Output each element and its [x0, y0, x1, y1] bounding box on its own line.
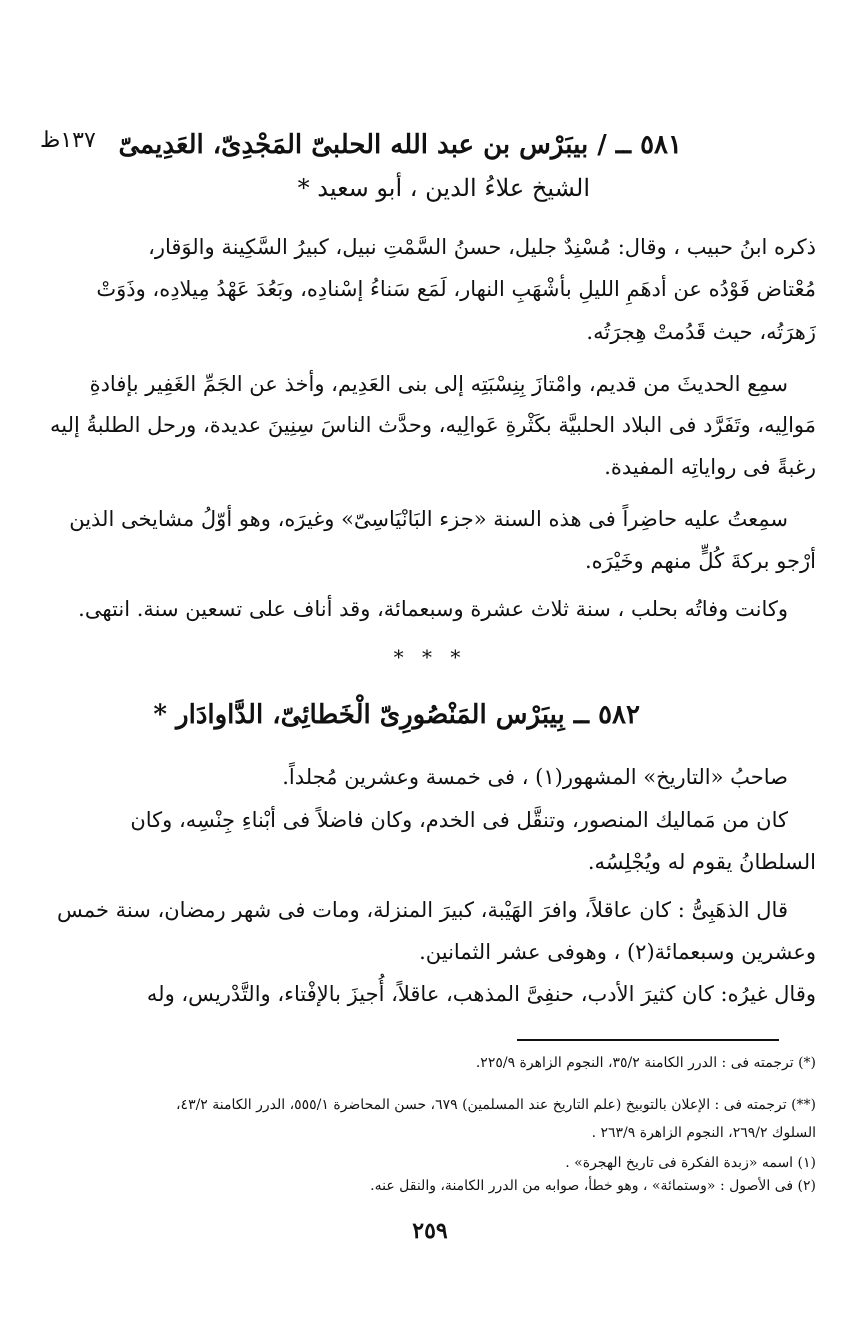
footnote: (٢) فى الأصول : «وستمائة» ، وهو خطأ، صوابه من الدرر الكامنة، والنقل عنه. — [370, 1178, 816, 1194]
footnote: (**) ترجمته فى : الإعلان بالتوبيخ (علم التاريخ عند المسلمين) ٦٧٩، حسن المحاضرة ٥٥٥/١، الدرر الكامنة ٤٣/٢، — [176, 1097, 816, 1113]
footnote: (١) اسمه «زبدة الفكرة فى تاريخ الهجرة» . — [565, 1155, 816, 1171]
entry-581-subheading: الشيخ علاءُ الدين ، أبو سعيد * — [297, 174, 590, 202]
footnote-divider — [517, 1039, 779, 1041]
footnote: السلوك ٢٦٩/٢، النجوم الزاهرة ٢٦٣/٩ . — [591, 1125, 816, 1141]
text-line: سمِعتُ عليه حاضِراً فى هذه السنة «جزء البَانْيَاسِىّ» وغيرَه، وهو أوّلُ مشايخى الذين — [69, 507, 788, 531]
entry-582-paragraph-1: صاحبُ «التاريخ» المشهور(١) ، فى خمسة وعشرين مُجلداً. — [282, 765, 788, 789]
text-line: ذكره ابنُ حبيب ، وقال: مُسْنِدٌ جليل، حسنُ السَّمْتِ نبيل، كبيرُ السَّكِينة والوَقار، — [148, 235, 816, 259]
entry-581-paragraph-4: وكانت وفاتُه بحلب ، سنة ثلاث عشرة وسبعمائة، وقد أناف على تسعين سنة. انتهى. — [78, 597, 788, 621]
text-line: كان من مَماليك المنصور، وتنقَّل فى الخدم، وكان فاضلاً فى أبْناءِ جِنْسِه، وكان — [130, 808, 788, 832]
entry-582-heading: ٥٨٢ ــ بِيبَرْس المَنْصُورِىّ الْخَطائِىّ، الدَّاوادَار * — [153, 700, 640, 730]
page-number: ٢٥٩ — [412, 1218, 448, 1244]
text-line: رغبةً فى رواياتِه المفيدة. — [604, 455, 816, 479]
marginal-folio-note: ١٣٧ظ — [40, 128, 96, 153]
text-line: السلطانُ يقوم له ويُجْلِسُه. — [587, 850, 816, 874]
text-line: مُعْتاض فَوْدُه عن أدهَمِ الليلِ بأشْهَبِ النهار، لَمَع سَناءُ إسْنادِه، وبَعُدَ عَهْدُ مِيلادِه، وذَوَتْ — [96, 277, 816, 301]
section-separator: * * * — [393, 645, 467, 669]
text-line: زَهرَتُه، حيث قَدُمتْ هِجرَتُه. — [586, 320, 816, 344]
text-line: أرْجو بركةَ كُلٍّ منهم وخَيْرَه. — [584, 549, 816, 573]
footnote: (*) ترجمته فى : الدرر الكامنة ٣٥/٢، النجوم الزاهرة ٢٢٥/٩. — [475, 1055, 816, 1071]
text-line: سمِع الحديثَ من قديم، وامْتازَ بِنِسْبَتِه إلى بنى العَدِيم، وأخذ عن الجَمِّ الغَفِير بإفادةِ — [89, 372, 788, 396]
text-line: قال الذهَبِىُّ : كان عاقلاً، وافرَ الهَيْبة، كبيرَ المنزلة، ومات فى شهر رمضان، سنة خمس — [57, 898, 788, 922]
text-line: وعشرين وسبعمائة(٢) ، وهوفى عشر الثمانين. — [419, 940, 816, 964]
entry-581-heading: ٥٨١ ــ / بيبَرْس بن عبد الله الحلبىّ المَجْدِىّ، العَدِيمىّ — [118, 130, 682, 160]
text-line: مَوالِيه، وتَفَرَّد فى البلاد الحلبيَّة بكَثْرةِ عَوالِيه، وحدَّث الناسَ سِنِينَ عديدة، ورحل الطلبةُ إليه — [49, 413, 816, 437]
entry-582-paragraph-4: وقال غيرُه: كان كثيرَ الأدب، حنفِىَّ المذهب، عاقلاً، أُجيزَ بالإفْتاء، والتَّدْريس، وله — [146, 982, 816, 1006]
